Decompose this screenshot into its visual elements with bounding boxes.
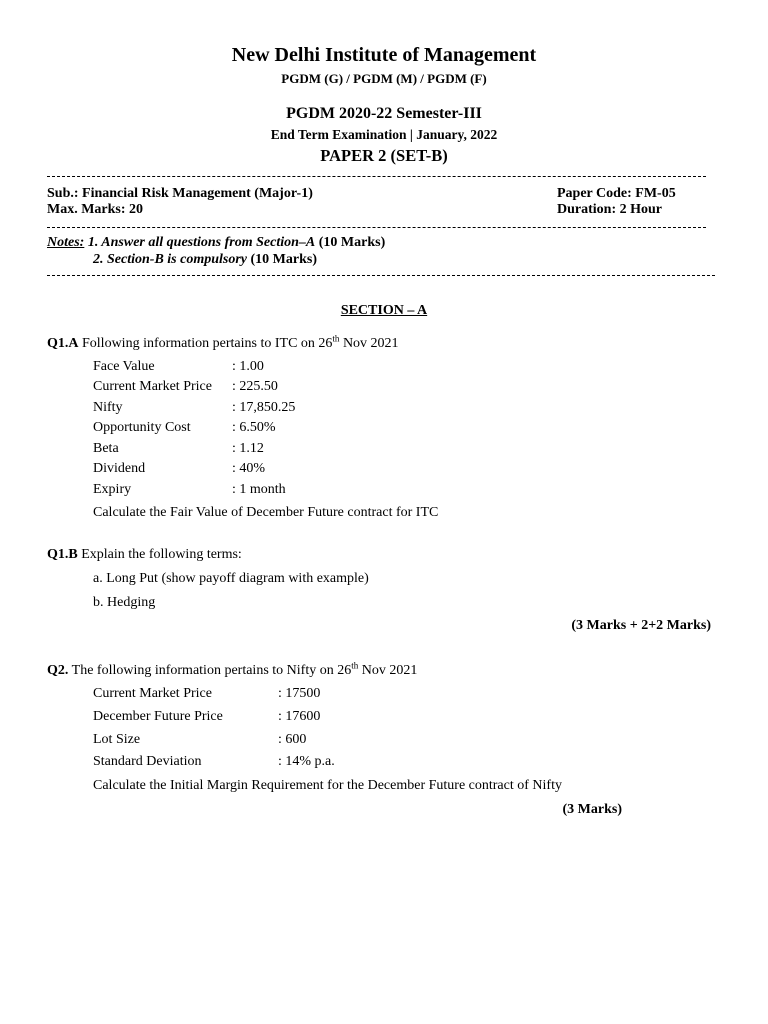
q1b-intro: [47, 547, 242, 563]
q1a-intro: [47, 333, 399, 352]
q1a-row-value: : 6.50%: [232, 420, 276, 435]
q1b-marks: (3 Marks + 2+2 Marks): [571, 618, 711, 633]
q2-row-key: Standard Deviation: [93, 754, 202, 769]
paper-title: PAPER 2 (SET-B): [320, 146, 448, 165]
duration: Duration: 2 Hour: [557, 202, 662, 217]
q2-intro-sup: th: [351, 660, 359, 671]
q2-label: Q2.: [47, 663, 69, 678]
q1a-row-key: Nifty: [93, 400, 123, 415]
q2-marks: (3 Marks): [562, 802, 622, 817]
semester-title: PGDM 2020-22 Semester-III: [286, 105, 482, 122]
q1a-row-key: Dividend: [93, 461, 146, 476]
q2-task: Calculate the Initial Margin Requirement for the December Future contract of Nifty: [93, 778, 562, 793]
q1b-item-b: b. Hedging: [93, 595, 156, 610]
notes-line-2: [93, 252, 317, 268]
q2-row-value: : 14% p.a.: [278, 754, 335, 769]
exam-title: End Term Examination | January, 2022: [270, 127, 498, 142]
q1b-intro-text: Explain the following terms:: [81, 547, 242, 562]
q2-row-key: Current Market Price: [93, 686, 212, 701]
q1a-row-value: : 225.50: [232, 379, 278, 394]
section-a-title: SECTION – A: [340, 303, 428, 318]
q1a-row-value: : 17,850.25: [232, 400, 296, 415]
q1a-row-key: Beta: [93, 441, 119, 456]
q1b-label: Q1.B: [47, 547, 78, 562]
note-1: 1. Answer all questions from Section–A: [87, 235, 316, 250]
max-marks: Max. Marks: 20: [47, 202, 144, 217]
note-1-marks: (10 Marks): [318, 235, 386, 250]
q1a-row-value: : 1.00: [232, 359, 264, 374]
q1a-row-key: Opportunity Cost: [93, 420, 191, 435]
divider: [47, 275, 715, 276]
divider: [47, 176, 706, 177]
q2-intro-date: Nov 2021: [358, 663, 418, 678]
q1b-item-a: a. Long Put (show payoff diagram with example): [93, 571, 369, 586]
q1a-row-key: Expiry: [93, 482, 132, 497]
q1a-intro-date: Nov 2021: [339, 336, 399, 351]
q2-row-value: : 17600: [278, 709, 321, 724]
q1a-row-value: : 40%: [232, 461, 266, 476]
q1a-label: Q1.A: [47, 336, 79, 351]
program-list: PGDM (G) / PGDM (M) / PGDM (F): [281, 71, 487, 86]
divider: [47, 227, 706, 228]
q2-intro-text: The following information pertains to Nifty on 26: [71, 663, 352, 678]
q1a-row-value: : 1.12: [232, 441, 264, 456]
institute-name: New Delhi Institute of Management: [231, 44, 537, 66]
q1a-intro-text: Following information pertains to ITC on 26: [82, 336, 333, 351]
q2-row-key: Lot Size: [93, 732, 141, 747]
subject: Sub.: Financial Risk Management (Major-1): [47, 186, 313, 201]
q1a-intro-sup: th: [332, 333, 340, 344]
q2-intro: [47, 660, 418, 679]
note-2: 2. Section-B is compulsory: [93, 252, 248, 267]
paper-code: Paper Code: FM-05: [557, 186, 676, 201]
q1a-row-value: : 1 month: [232, 482, 286, 497]
q2-row-key: December Future Price: [93, 709, 223, 724]
q1a-row-key: Face Value: [93, 359, 155, 374]
note-2-marks: (10 Marks): [250, 252, 318, 267]
notes-line-1: [47, 235, 385, 251]
q2-row-value: : 17500: [278, 686, 321, 701]
q2-row-value: : 600: [278, 732, 307, 747]
q1a-task: Calculate the Fair Value of December Future contract for ITC: [93, 505, 439, 520]
q1a-row-key: Current Market Price: [93, 379, 212, 394]
notes-label: Notes:: [47, 235, 85, 250]
